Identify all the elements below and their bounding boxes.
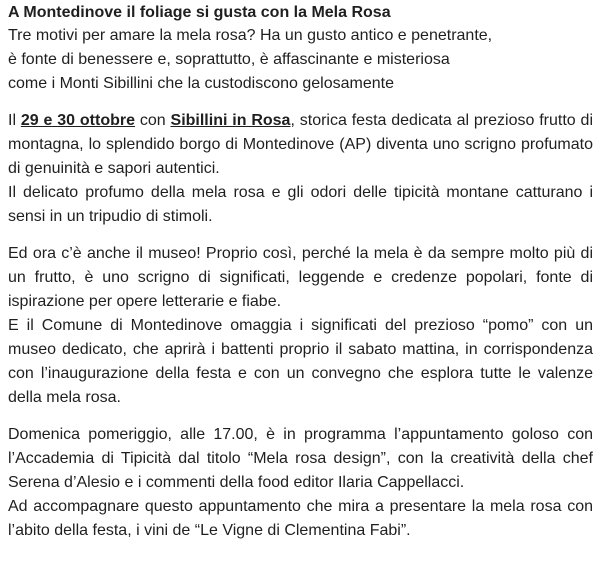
event-text-pre: Il [8, 112, 21, 129]
museum-paragraph [8, 242, 593, 410]
museum-line-3: ispirazione per opere letterarie e fiabe. [8, 293, 282, 310]
museum-line-6: con l’inaugurazione della festa e con un convegno che esplora tutte le valenze [8, 365, 593, 382]
article-title: A Montedinove il foliage si gusta con la Mela Rosa [8, 4, 391, 21]
event-line-2: montagna, lo splendido borgo di Montedinove (AP) diventa uno scrigno profumato [8, 136, 593, 153]
sunday-line-1: Domenica pomeriggio, alle 17.00, è in programma l’appuntamento goloso con [8, 426, 593, 443]
museum-line-4: E il Comune di Montedinove omaggia i significati del prezioso “pomo” con un [8, 317, 593, 334]
intro-line-3: come i Monti Sibillini che la custodiscono gelosamente [8, 75, 394, 92]
event-line-3: di genuinità e sapori autentici. [8, 160, 220, 177]
event-line-1 [8, 109, 593, 133]
museum-line-2: un frutto, è uno scrigno di significati, leggende e credenze popolari, fonte di [8, 269, 593, 286]
sunday-line-3: Serena d’Alesio e i commenti della food editor Ilaria Cappellacci. [8, 474, 465, 491]
intro-line-2: è fonte di benessere e, soprattutto, è affascinante e misteriosa [8, 51, 450, 68]
event-line-5: sensi in un tripudio di stimoli. [8, 208, 213, 225]
sunday-line-4: Ad accompagnare questo appuntamento che mira a presentare la mela rosa con [8, 498, 593, 515]
museum-line-5: museo dedicato, che aprirà i battenti proprio il sabato mattina, in corrispondenza [8, 341, 593, 358]
event-text-post: , storica festa dedicata al prezioso frutto di [290, 112, 594, 129]
intro-line-1: Tre motivi per amare la mela rosa? Ha un gusto antico e penetrante, [8, 27, 493, 44]
intro-paragraph [8, 24, 593, 96]
event-line-4: Il delicato profumo della mela rosa e gli odori delle tipicità montane catturano i [8, 184, 593, 201]
event-text-mid: con [135, 112, 171, 129]
sunday-line-2: l’Accademia di Tipicità dal titolo “Mela rosa design”, con la creatività della chef [8, 450, 593, 467]
event-paragraph [8, 109, 593, 229]
sunday-paragraph [8, 423, 593, 543]
event-date-link[interactable]: 29 e 30 ottobre [20, 112, 136, 129]
museum-line-7: della mela rosa. [8, 389, 121, 406]
event-name-link[interactable]: Sibillini in Rosa [170, 112, 291, 129]
museum-line-1: Ed ora c’è anche il museo! Proprio così, perché la mela è da sempre molto più di [8, 245, 593, 262]
sunday-line-5: l’abito della festa, i vini de “Le Vigne di Clementina Fabi”. [8, 522, 411, 539]
